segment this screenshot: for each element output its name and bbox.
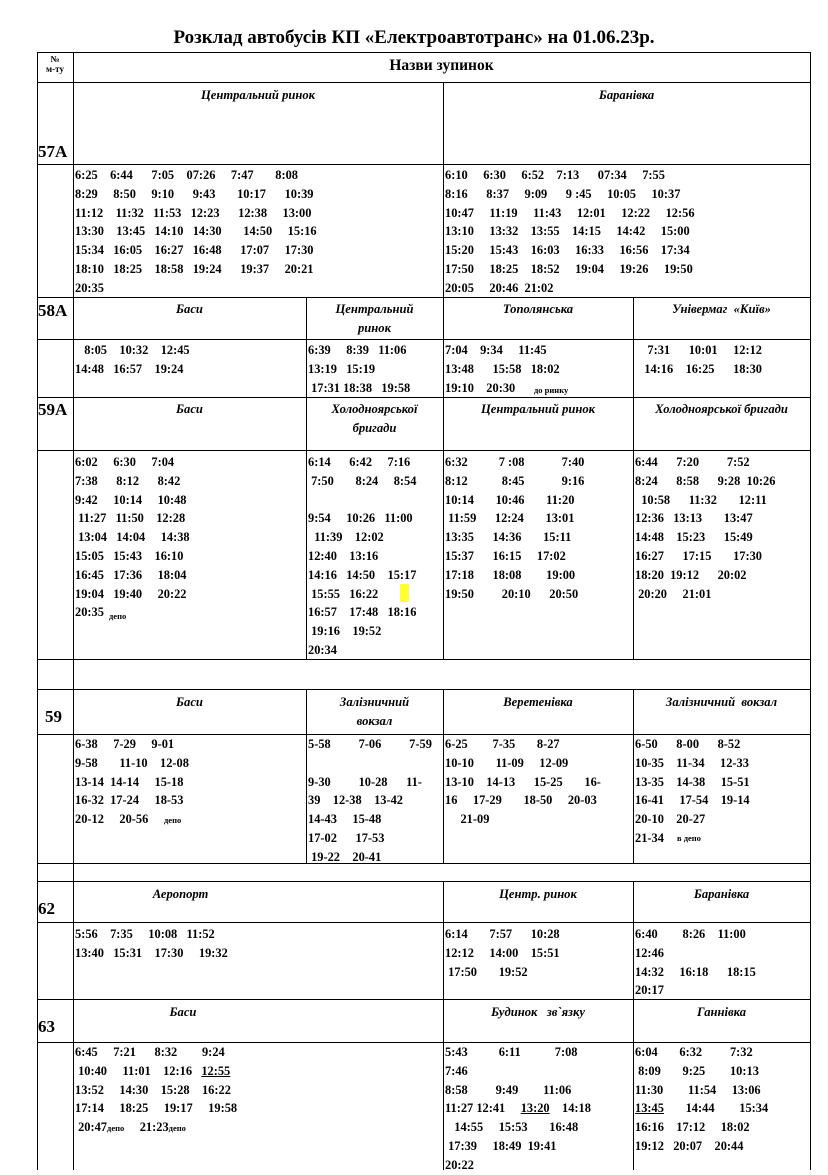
- departure-times: 8:05 10:32 12:45 14:48 16:57 19:24: [75, 343, 190, 376]
- table-border-top: [37, 52, 810, 53]
- table-border-right: [810, 52, 811, 1170]
- times-part: 13:52 14:30 15:28 16:22 17:14 18:25 19:17 19:58 20:47: [75, 1082, 238, 1135]
- column-divider: [633, 297, 634, 659]
- row-line: [37, 659, 810, 660]
- column-divider: [443, 881, 444, 1170]
- times-part: 6:45 7:21 8:32 9:24 10:40 11:01 12:16: [75, 1045, 225, 1078]
- departure-times: 6-38 7-29 9-01 9-58 11-10 12-08 13-14 14-14 15-18 16-32 17-24 18-53 20-12 20-56: [75, 737, 189, 827]
- times-underlined: 12:55: [201, 1063, 231, 1078]
- departure-times: 6-25 7-35 8-27 10-10 11-09 12-09 13-10 14-13 15-25 16- 16 17-29 18-50 20-03 21-09: [445, 737, 601, 827]
- times-underlined: 13:45: [635, 1101, 664, 1116]
- stop-name: Ганнівка: [696, 1005, 747, 1019]
- stop-name: Будинок зв`язку: [491, 1005, 585, 1019]
- stop-name: Баси: [176, 402, 203, 416]
- route-number-57a: 57А: [38, 142, 68, 161]
- row-line: [37, 689, 810, 690]
- row-line: [37, 339, 810, 340]
- stop-name: Центр. ринок: [499, 887, 577, 901]
- note-to-market: до ринку: [534, 385, 569, 395]
- times-part: 21:23: [124, 1120, 169, 1135]
- departure-times: [75, 1043, 237, 1138]
- row-line: [37, 397, 810, 398]
- stop-name: Залізничний вокзал: [665, 695, 778, 709]
- route-number-59: 59: [45, 707, 62, 726]
- departure-times: 6:02 6:30 7:04 7:38 8:12 8:42 9:42 10:14 10:48 11:27 11:50 12:28 13:04 14:04 14:38 15:05 15:43 16:10 16:45 17:36 18:04 19:04 19:40 20:22 20:35: [75, 455, 190, 620]
- depot-note: депо: [168, 1123, 186, 1134]
- times-underlined: 13:20: [520, 1101, 550, 1116]
- departure-times: 6:14 7:57 10:28 12:12 14:00 15:51 17:50 19:52: [445, 927, 560, 979]
- stop-name: Тополянська: [502, 302, 574, 316]
- stop-name: Холодноярської бригади: [655, 402, 788, 416]
- column-divider: [443, 297, 444, 659]
- departure-times: [445, 1043, 591, 1175]
- route-number-59a: 59А: [38, 400, 68, 419]
- stop-name: Холодноярської бригади: [331, 402, 418, 435]
- departure-times: 6:14 6:42 7:16 7:50 8:24 8:54 9:54 10:26 11:00 11:39 12:02 12:40 13:16 14:16 14:50 15:17 15:55 16:22 16:57 17:48 18:16 19:16 19:52 20:34: [308, 455, 417, 657]
- column-divider: [633, 881, 634, 1170]
- row-line: [37, 450, 810, 451]
- column-divider: [633, 689, 634, 863]
- depot-note: депо: [109, 611, 127, 621]
- departure-times: 6:39 8:39 11:06 13:19 15:19 17:31 18:38 19:58: [308, 343, 411, 395]
- departure-times: 5:56 7:35 10:08 11:52 13:40 15:31 17:30 19:32: [75, 927, 228, 960]
- route-number-63: 63: [38, 1017, 55, 1036]
- table-border-left: [37, 52, 38, 1170]
- departure-times: 6:40 8:26 11:00 12:46 14:32 16:18 18:15 20:17: [635, 927, 756, 998]
- departure-times: 6:44 7:20 7:52 8:24 8:58 9:28 10:26 10:58 11:32 12:11 12:36 13:13 13:47 14:48 15:23 15:49 16:27 17:15 17:30 18:20 19:12 20:02 20:20 21:01: [635, 455, 776, 601]
- stop-name: Залізничний вокзал: [339, 695, 410, 728]
- depot-note: депо: [164, 815, 182, 825]
- stop-name: Веретенівка: [503, 695, 573, 709]
- departure-times: 7:04 9:34 11:45 13:48 15:58 18:02 19:10 20:30: [445, 343, 560, 395]
- stop-name: Універмаг «Київ»: [672, 302, 771, 316]
- stop-name: Центральний ринок: [200, 88, 316, 102]
- stop-name: Центральний ринок: [335, 302, 414, 335]
- departure-times: 6:32 7 :08 7:40 8:12 8:45 9:16 10:14 10:46 11:20 11:59 12:24 13:01 13:35 14:36 15:11 15:37 16:15 17:02 17:18 18:08 19:00 19:50 20:10 20:50: [445, 455, 585, 601]
- departure-times: 6:10 6:30 6:52 7:13 07:34 7:55 8:16 8:37 9:09 9 :45 10:05 10:37 10:47 11:19 11:43 12:01 12:22 12:56 13:10 13:32 13:55 14:15 14:42 15:00 15:20 15:43 16:03 16:33 16:56 17:34 17:50 18:25 18:52 19:04 19:26 19:50 20:05 20:46 21:02: [445, 168, 695, 295]
- row-line: [37, 922, 810, 923]
- row-line: [37, 164, 810, 165]
- departure-times: 5-58 7-06 7-59 9-30 10-28 11- 39 12-38 13-42 14-43 15-48 17-02 17-53 19-22 20-41: [308, 737, 432, 864]
- stop-name: Аеропорт: [152, 887, 209, 901]
- stop-name: Баси: [176, 695, 203, 709]
- times-part: 14:18 14:55 15:53 16:48 17:39 18:49 19:41 20:22: [445, 1101, 591, 1172]
- route-number-58a: 58А: [38, 301, 68, 320]
- departure-times: 7:31 10:01 12:12 14:16 16:25 18:30: [644, 343, 762, 376]
- row-line: [37, 82, 810, 83]
- stop-name: Баранівка: [693, 887, 750, 901]
- row-line: [37, 881, 810, 882]
- route-number-62: 62: [38, 899, 55, 918]
- stop-name: Баси: [169, 1005, 197, 1019]
- depot-note: в депо: [677, 833, 701, 843]
- stop-name: Баранівка: [598, 88, 655, 102]
- departure-times: 6-50 8-00 8-52 10-35 11-34 12-33 13-35 14-38 15-51 16-41 17-54 19-14 20-10 20-27 21-34: [635, 737, 750, 845]
- stops-header: Назви зупинок: [389, 57, 494, 74]
- column-divider: [306, 297, 307, 659]
- departure-times: [635, 1043, 768, 1156]
- times-part: 6:04 6:32 7:32 8:09 9:25 10:13 11:30 11:54 13:06: [635, 1045, 761, 1097]
- stop-name: Баси: [176, 302, 203, 316]
- times-part: 14:44 15:34 16:16 17:12 18:02 19:12 20:07 20:44: [635, 1101, 769, 1153]
- schedule-title: Розклад автобусів КП «Електроавтотранс» на 01.06.23р.: [173, 27, 655, 48]
- stop-name: Центральний ринок: [480, 402, 596, 416]
- route-number-header: № м-ту: [46, 54, 64, 74]
- column-divider: [443, 689, 444, 863]
- depot-note: депо: [107, 1123, 125, 1134]
- column-divider: [443, 82, 444, 297]
- times-part: 5:43 6:11 7:08 7:46 8:58 9:49 11:06 11:27 12:41: [445, 1045, 578, 1116]
- departure-times: 6:25 6:44 7:05 07:26 7:47 8:08 8:29 8:50 9:10 9:43 10:17 10:39 11:12 11:32 11:53 12:23 12:38 13:00 13:30 13:45 14:10 14:30 14:50 15:16 15:34 16:05 16:27 16:48 17:07 17:30 18:10 18:25 18:58 19:24 19:37 20:21 20:35: [75, 168, 317, 295]
